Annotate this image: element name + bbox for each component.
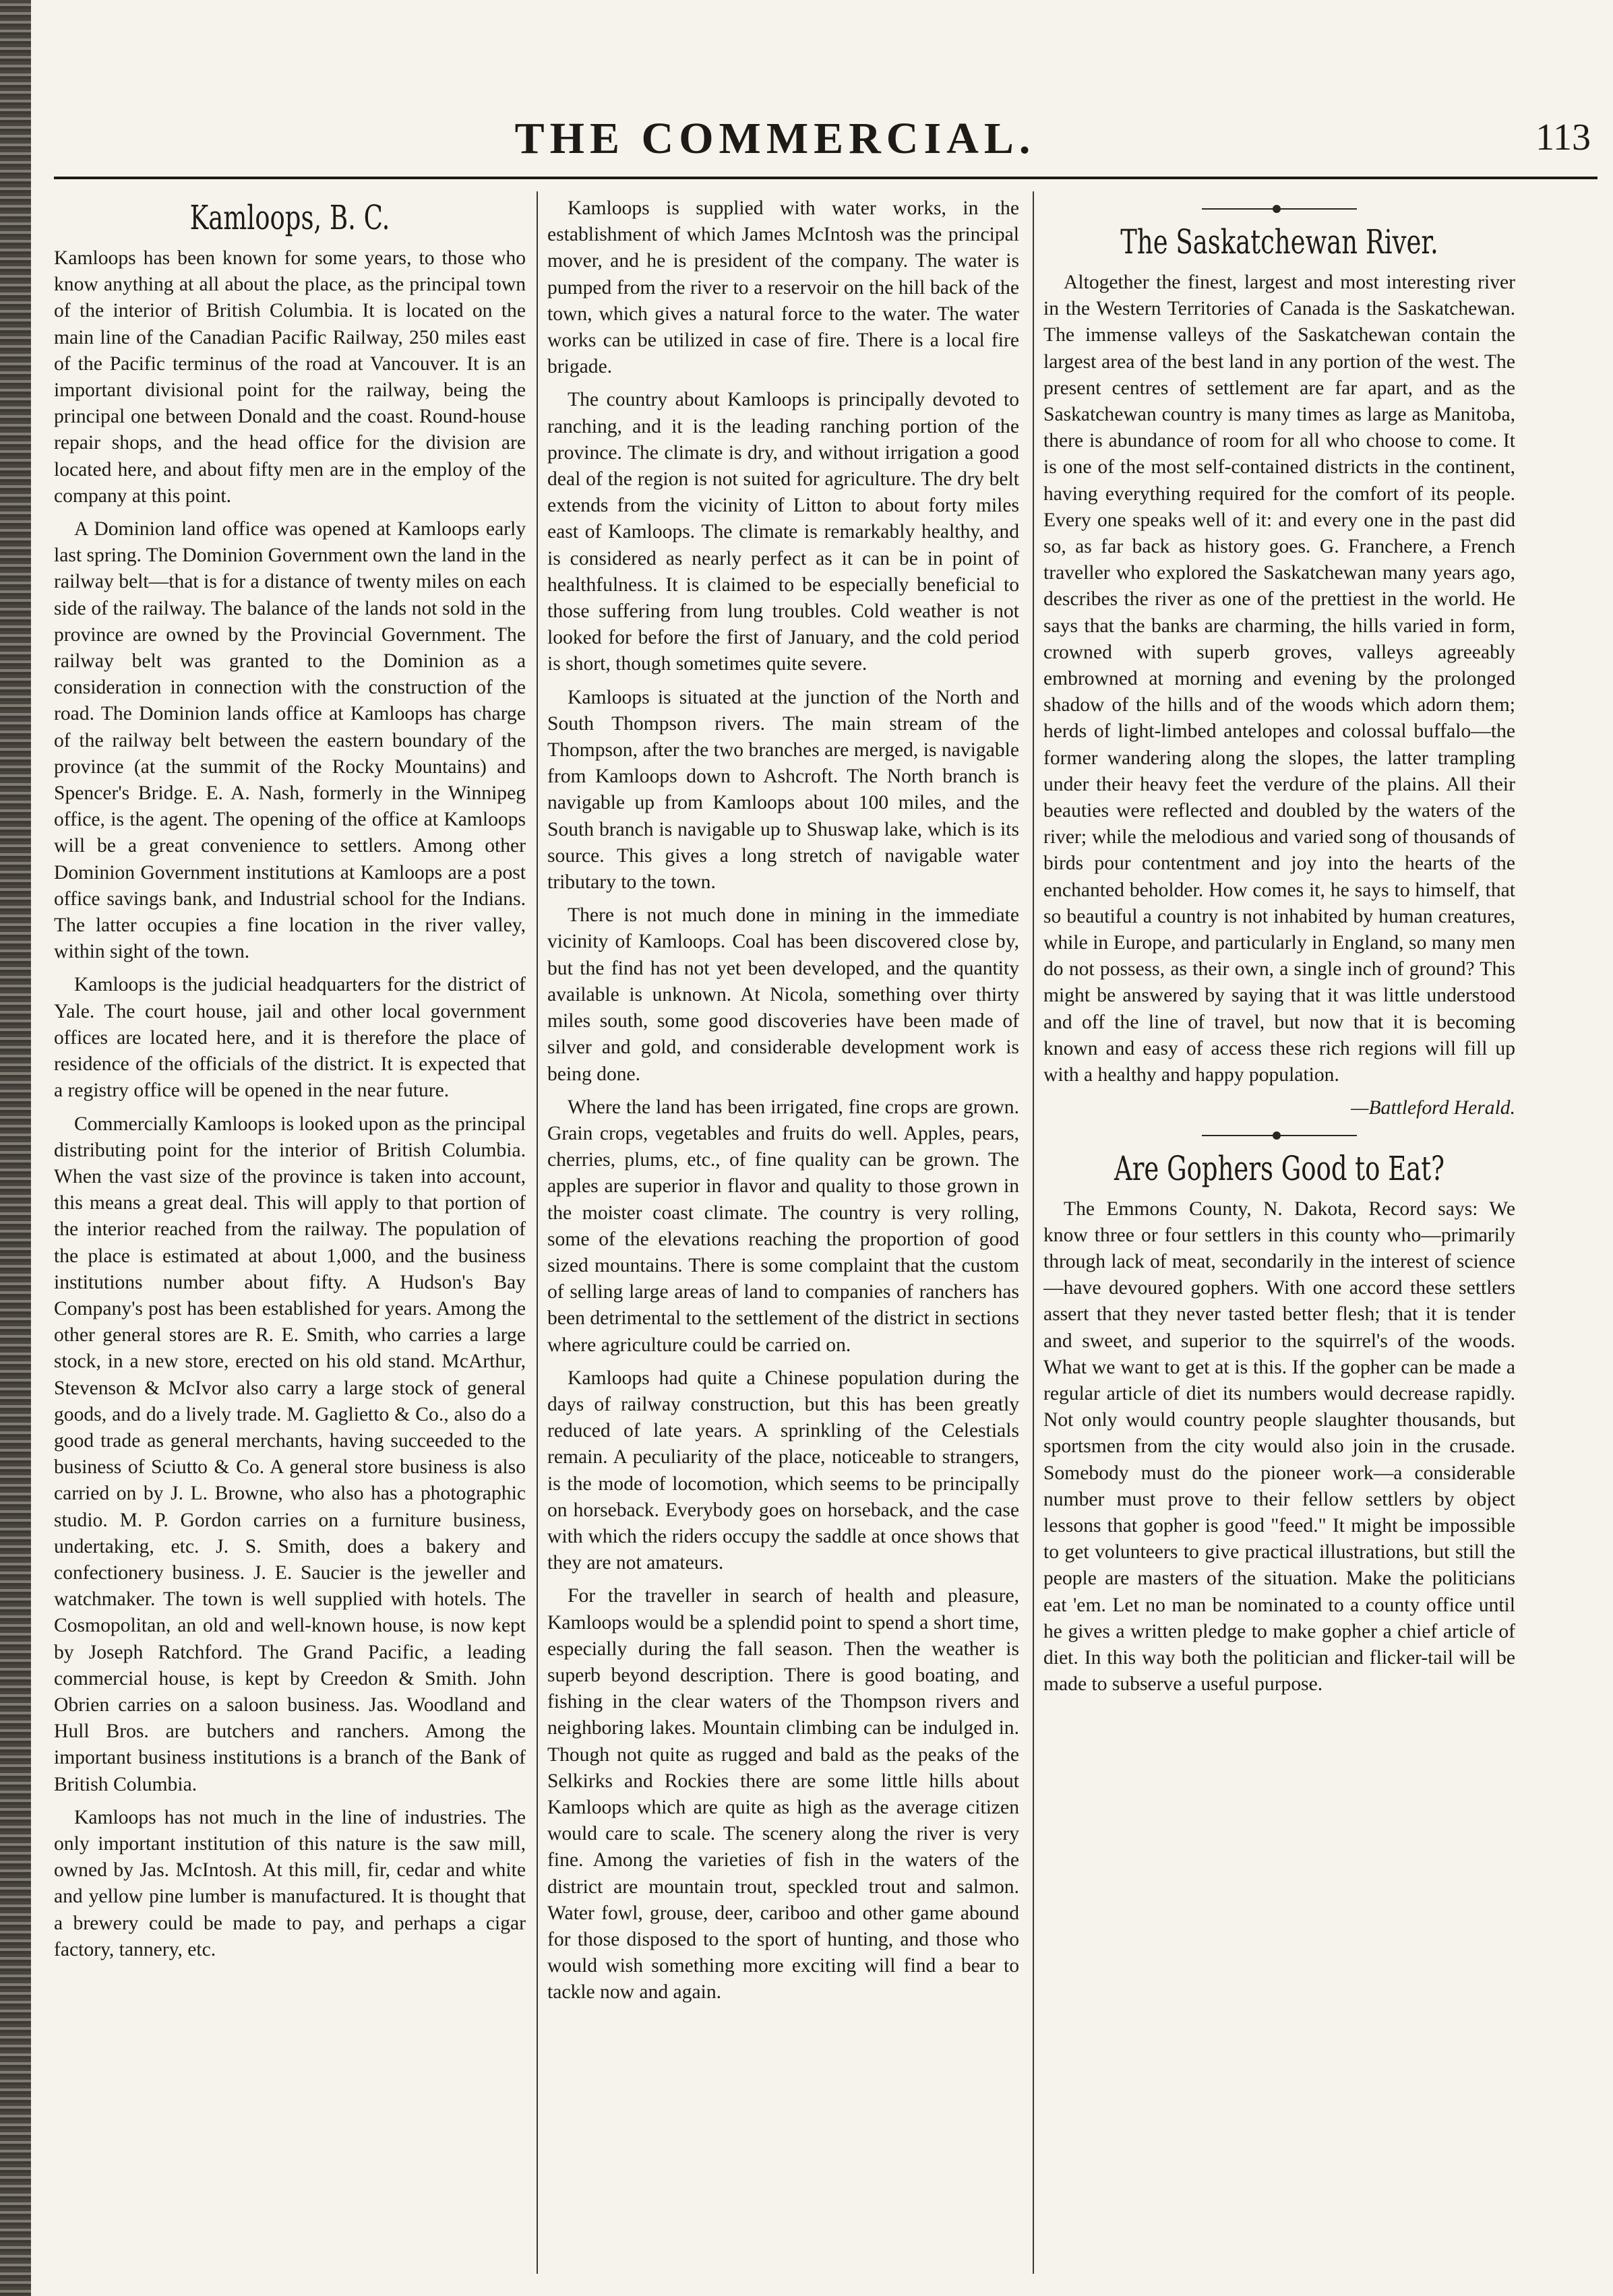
paragraph: Kamloops is the judicial headquarters for the district of Yale. The court house, jail and other local government offices are located here, and it is therefore the place of residence of the officials of the district. It is expected that a registry office will be opened in the near future. (54, 974, 526, 1102)
column-separator (537, 191, 538, 2274)
paragraph: A Dominion land office was opened at Kamloops early last spring. The Dominion Government own the land in the railway belt—that is for a distance of twenty miles on each side of the railway. The balance of the lands not sold in the province are owned by the Provincial Government. The railway belt was granted to the Dominion as a consideration in connection with the construction of the road. The Dominion lands office at Kamloops has charge of the railway belt between the eastern boundary of the province (at the summit of the Rocky Mountains) and Spencer's Bridge. E. A. Nash, formerly in the Winnipeg office, is the agent. The opening of the office at Kamloops will be a great convenience to settlers. Among other Dominion Government institutions at Kamloops are a post office savings bank, and Industrial school for the Indians. The latter occupies a fine location in the river valley, within sight of the town. (54, 518, 526, 963)
column-1 (54, 195, 526, 2271)
paragraph: For the traveller in search of health and pleasure, Kamloops would be a splendid point to spend a short time, especially during the fall season. Then the weather is superb beyond description. There is good boating, and fishing in the clear waters of the Thompson rivers and neighboring lakes. Mountain climbing can be indulged in. Though not quite as rugged and bald as the peaks of the Selkirks and Rockies there are some little hills about Kamloops which are quite as high as the average citizen would care to scale. The scenery along the river is very fine. Among the varieties of fish in the waters of the district are mountain trout, speckled trout and salmon. Water fowl, grouse, deer, cariboo and other game abound for those disposed to the sport of hunting, and those who would wish something more exciting will find a bear to tackle now and again. (547, 1585, 1019, 2004)
masthead-rule (54, 177, 1597, 179)
article-title-kamloops: Kamloops, B. C. (189, 198, 390, 237)
paragraph: Where the land has been irrigated, fine crops are grown. Grain crops, vegetables and fruits do well. Apples, pears, cherries, plums, etc., of fine quality can be grown. The apples are superior in flavor and quality to those grown in the moister coast climate. The country is very rolling, some of the elevations reaching the proportion of good sized mountains. There is some complaint that the custom of selling large areas of land to companies of ranchers has been detrimental to the settlement of the district in sections where agriculture could be carried on. (547, 1096, 1019, 1356)
paragraph: Kamloops had quite a Chinese population during the days of railway construction, but this has been greatly reduced of late years. A sprinkling of the Celestials remain. A peculiarity of the place, noticeable to strangers, is the mode of locomotion, which seems to be principally on horseback. Everybody goes on horseback, and the case with which the riders occupy the saddle at once shows that they are not amateurs. (547, 1367, 1019, 1574)
article-title-gophers: Are Gophers Good to Eat? (1114, 1148, 1444, 1188)
paragraph: There is not much done in mining in the immediate vicinity of Kamloops. Coal has been discovered close by, but the find has not yet been developed, and the quantity available is unknown. At Nicola, something over thirty miles south, some good discoveries have been made of silver and gold, and considerable development work is being done. (547, 904, 1019, 1085)
section-ornament (1202, 1131, 1357, 1140)
paragraph: Kamloops has been known for some years, to those who know anything at all about the place, as the principal town of the interior of British Columbia. It is located on the main line of the Canadian Pacific Railway, 250 miles east of the Pacific terminus of the road at Vancouver. It is an important divisional point for the railway, being the principal one between Donald and the coast. Round-house repair shops, and the head office for the division are located here, and about fifty men are in the employ of the company at this point. (54, 247, 526, 507)
page-number: 113 (1535, 117, 1591, 158)
paragraph: The Emmons County, N. Dakota, Record says: We know three or four settlers in this county who—primarily through lack of meat, secondarily in the interest of science—have devoured gophers. With one accord these settlers assert that they never tasted better flesh; that it is tender and sweet, and superior to the squirrel's of the woods. What we want to get at is this. If the gopher can be made a regular article of diet its numbers would decrease rapidly. Not only would country people slaughter thousands, but sportsmen from the city would also join in the crusade. Somebody must do the pioneer work—a considerable number must prove to their fellow settlers by object lessons that gopher is good "feed." It might be impossible to get volunteers to give practical illustrations, but still the people are masters of the situation. Make the politicians eat 'em. Let no man be nominated to a county office until he gives a written pledge to make gopher a chief article of diet. In this way both the politician and flicker-tail will be made to subserve a useful purpose. (1043, 1198, 1515, 1696)
paragraph: Altogether the finest, largest and most interesting river in the Western Territories of Canada is the Saskatchewan. The immense valleys of the Saskatchewan contain the largest area of the best land in any portion of the west. The present centres of settlement are far apart, and as the Saskatchewan country is many times as large as Manitoba, there is abundance of room for all who choose to come. It is one of the most self-contained districts in the continent, having everything required for the comfort of its people. Every one speaks well of it: and every one in the past did so, as far back as history goes. G. Franchere, a French traveller who explored the Saskatchewan many years ago, describes the river as one of the prettiest in the world. He says that the banks are charming, the hills varied in form, crowned with superb groves, valleys agreeably embrowned at morning and evening by the prolonged shadow of the hills and of the woods which adorn them; herds of light-limbed antelopes and colossal buffalo—the former wandering along the slopes, the latter trampling under their heavy feet the verdure of the plains. All their beauties were reflected and doubled by the waters of the river; while the melodious and varied song of thousands of birds pour contentment and joy into the hearts of the enchanted beholder. How comes it, he says to himself, that so beautiful a country is not inhabited by human creatures, while in Europe, and particularly in England, so many men do not possess, as their own, a single inch of ground? This might be answered by saying that it was little understood and off the line of travel, but now that it is becoming known and easy of access these rich regions will fill up with a healthy and happy population. (1043, 272, 1515, 1086)
article-source: —Battleford Herald. (1351, 1097, 1515, 1119)
binding-edge (0, 0, 31, 2296)
paragraph: The country about Kamloops is principally devoted to ranching, and it is the leading ranching portion of the province. The climate is dry, and without irrigation a good deal of the region is not suited for agriculture. The dry belt extends from the vicinity of Litton to about forty miles east of Kamloops. The climate is remarkably healthy, and is considered as nearly perfect as it can be in point of healthfulness. It is claimed to be especially beneficial to those suffering from lung troubles. Cold weather is not looked for before the first of January, and the cold period is short, though sometimes quite severe. (547, 389, 1019, 675)
column-3 (1043, 195, 1515, 2271)
paragraph: Commercially Kamloops is looked upon as the principal distributing point for the interior of British Columbia. When the vast size of the province is taken into account, this means a great deal. This will apply to that portion of the interior reached from the railway. The population of the place is estimated at about 1,000, and the business institutions number about fifty. A Hudson's Bay Company's post has been established for years. Among the other general stores are R. E. Smith, who carries a large stock, in a new store, erected on his old stand. McArthur, Stevenson & McIvor also carry a large stock of general goods, and do a lively trade. M. Gaglietto & Co., also do a good trade as general merchants, having succeeded to the business of Sciutto & Co. A general store business is also carried on by J. L. Browne, who also has a photographic studio. M. P. Gordon carries on a furniture business, undertaking, etc. J. S. Smith, does a bakery and confectionery business. J. E. Saucier is the jeweller and watchmaker. The town is well supplied with hotels. The Cosmopolitan, an old and well-known house, is now kept by Joseph Ratchford. The Grand Pacific, a leading commercial house, is kept by Creedon & Smith. John Obrien carries on a saloon business. Jas. Woodland and Hull Bros. are butchers and ranchers. Among the important business institutions is a branch of the Bank of British Columbia. (54, 1113, 526, 1795)
paragraph: Kamloops is situated at the junction of the North and South Thompson rivers. The main stream of the Thompson, after the two branches are merged, is navigable from Kamloops down to Ashcroft. The North branch is navigable up from Kamloops about 100 miles, and the South branch is navigable up to Shuswap lake, which is its source. This gives a long stretch of navigable water tributary to the town. (547, 686, 1019, 894)
section-ornament (1202, 205, 1357, 213)
column-separator (1033, 191, 1034, 2274)
column-2 (547, 195, 1019, 2271)
paragraph: Kamloops is supplied with water works, in the establishment of which James McIntosh was the principal mover, and he is president of the company. The water is pumped from the river to a reservoir on the hill back of the town, which gives a natural force to the water. The water works can be utilized in case of fire. There is a local fire brigade. (547, 197, 1019, 378)
masthead-title: THE COMMERCIAL. (514, 114, 1036, 163)
masthead (81, 101, 1597, 162)
paragraph: Kamloops has not much in the line of industries. The only important institution of this nature is the saw mill, owned by Jas. McIntosh. At this mill, fir, cedar and white and yellow pine lumber is manufactured. It is thought that a brewery could be made to pay, and perhaps a cigar factory, tannery, etc. (54, 1806, 526, 1960)
article-title-saskatchewan: The Saskatchewan River. (1120, 222, 1438, 261)
